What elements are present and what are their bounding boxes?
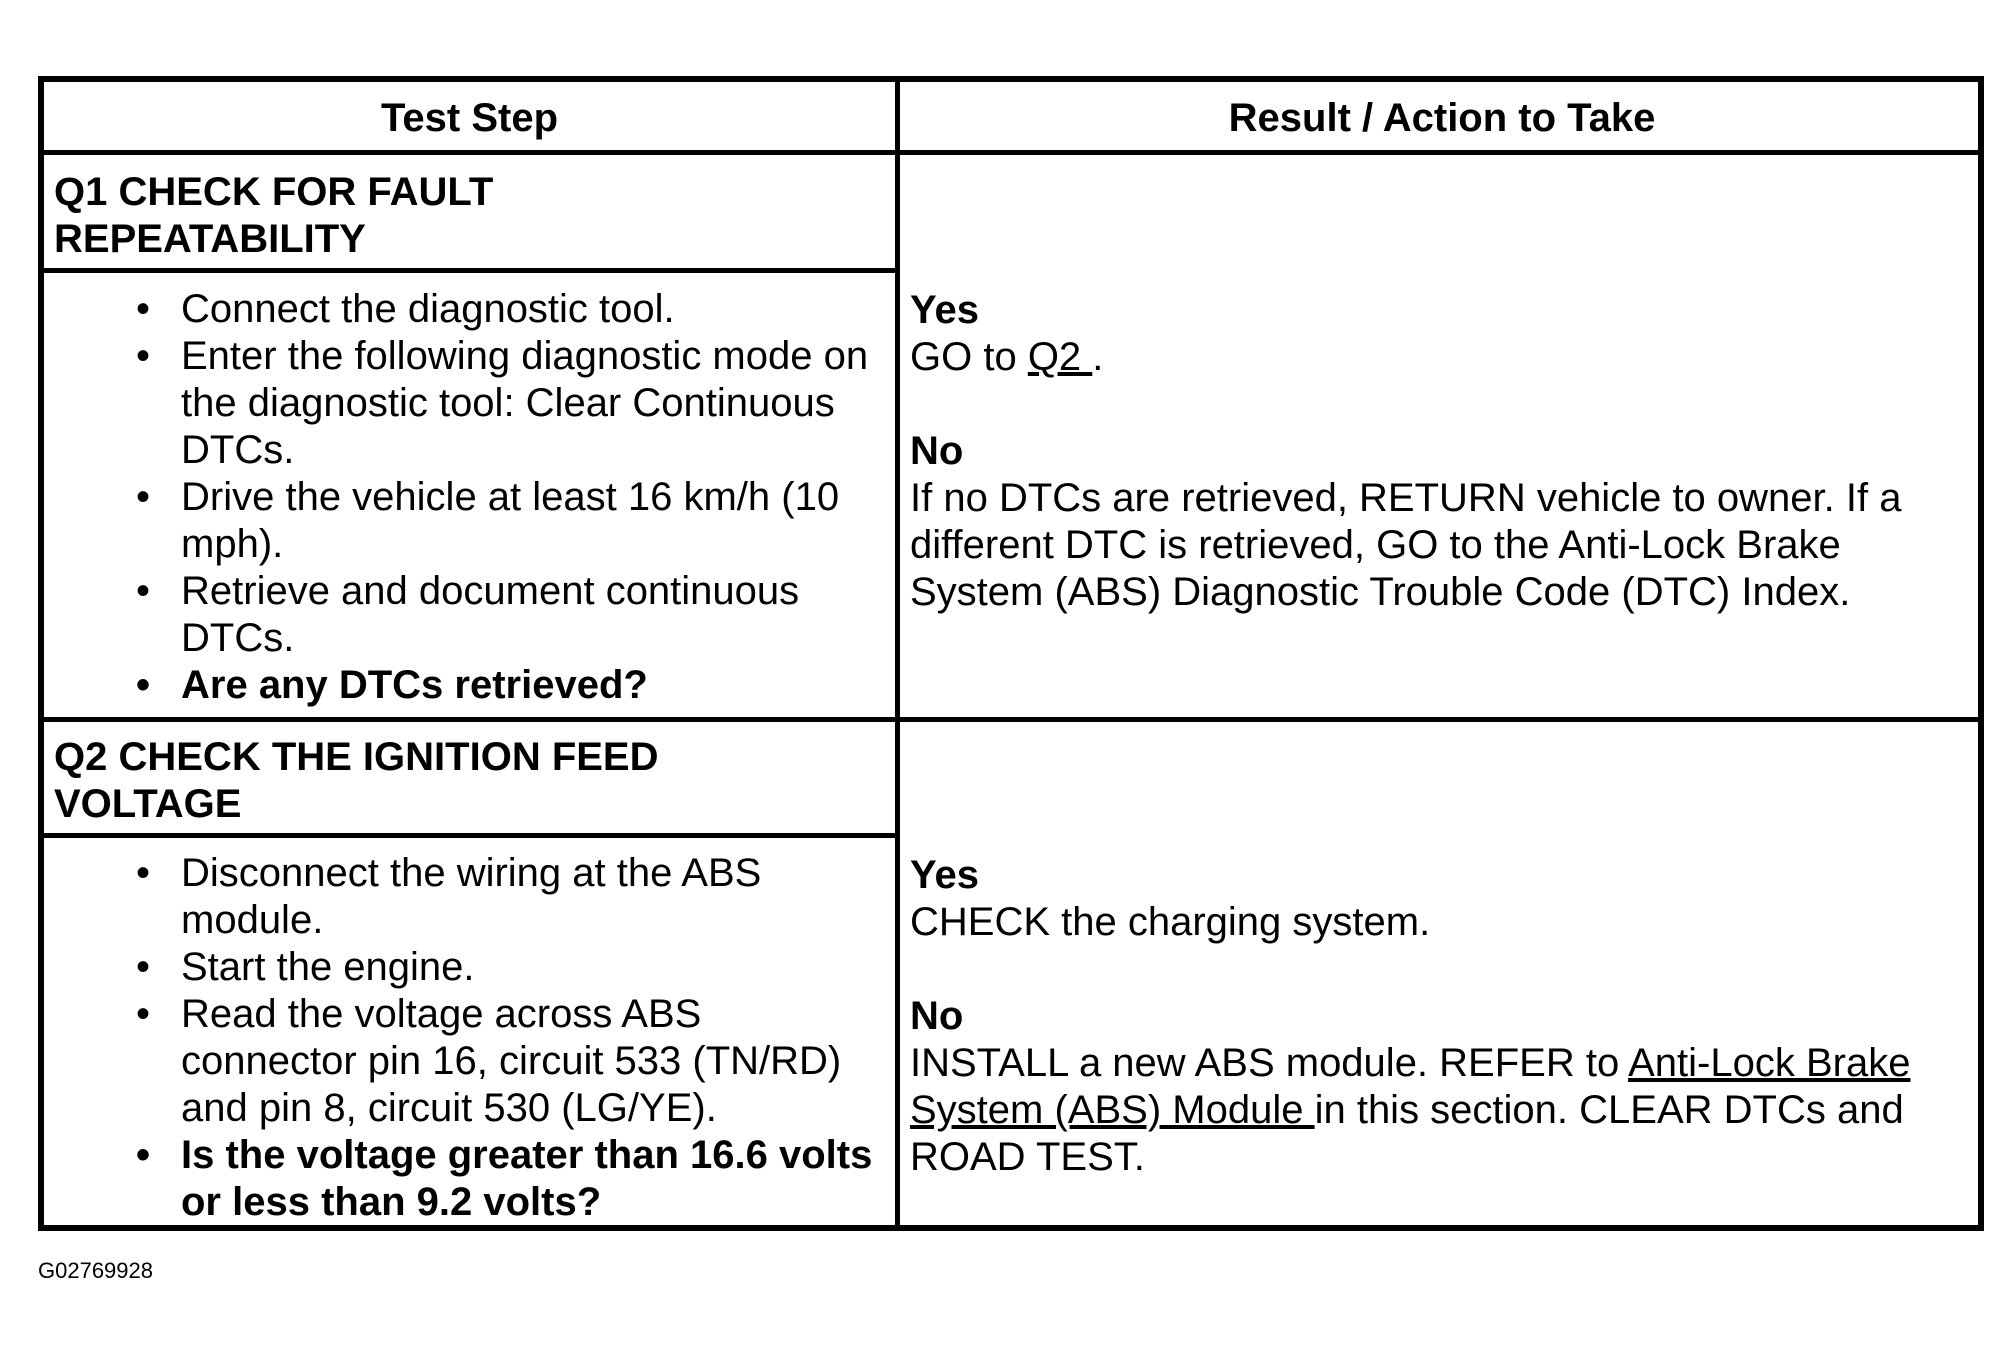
spacer xyxy=(910,946,1970,993)
q1-yes-prefix: GO to xyxy=(910,335,1028,379)
q1-yes-label: Yes xyxy=(910,288,979,332)
list-item xyxy=(44,991,894,1132)
q2-bullet-list xyxy=(44,850,894,1226)
q1-yes-suffix: . xyxy=(1092,335,1104,379)
column-divider xyxy=(895,82,900,1225)
q2-result xyxy=(910,852,1970,1181)
bullet-text: Start the engine. xyxy=(181,945,475,989)
q1-divider xyxy=(44,717,1978,722)
bullet-dot: • xyxy=(136,569,151,613)
q2-no-label: No xyxy=(910,994,964,1038)
step-title-q2: Q2 CHECK THE IGNITION FEED VOLTAGE xyxy=(54,735,659,826)
bullet-dot: • xyxy=(136,992,151,1036)
q1-no-label: No xyxy=(910,429,964,473)
header-divider xyxy=(44,150,1978,155)
diagnostic-table xyxy=(38,76,1984,1231)
bullet-dot: • xyxy=(136,1133,151,1177)
q2-no-text xyxy=(910,1040,1970,1181)
header-test-step: Test Step xyxy=(380,96,559,140)
header-result-action: Result / Action to Take xyxy=(1228,96,1656,140)
list-item xyxy=(44,568,894,662)
q1-bullet-list xyxy=(44,286,894,709)
q2-yes-label: Yes xyxy=(910,853,979,897)
q2-no-suffix: in this section. CLEAR DTCs and ROAD TEST. xyxy=(910,1088,1904,1179)
bullet-text: Retrieve and document continuous DTCs. xyxy=(181,569,800,660)
q2-link[interactable]: Q2 xyxy=(1027,335,1093,379)
bullet-text: Drive the vehicle at least 16 km/h (10 mph). xyxy=(181,475,840,566)
list-item xyxy=(44,474,894,568)
list-item xyxy=(44,286,894,333)
bullet-dot: • xyxy=(136,475,151,519)
q2-no-prefix: INSTALL a new ABS module. REFER to xyxy=(910,1041,1629,1085)
list-item xyxy=(44,662,894,709)
bullet-text: Read the voltage across ABS connector pin 16, circuit 533 (TN/RD) and pin 8, circuit 530 (LG/YE). xyxy=(181,992,842,1130)
bullet-dot: • xyxy=(136,663,151,707)
step-title-q1: Q1 CHECK FOR FAULT REPEATABILITY xyxy=(54,170,494,261)
spacer xyxy=(910,381,1970,428)
bullet-dot: • xyxy=(136,287,151,331)
bullet-question: Are any DTCs retrieved? xyxy=(181,663,648,707)
bullet-text: Connect the diagnostic tool. xyxy=(181,287,675,331)
bullet-dot: • xyxy=(136,851,151,895)
abs-module-link[interactable]: Anti-Lock Brake System (ABS) Module xyxy=(910,1041,1911,1132)
list-item xyxy=(44,944,894,991)
q1-title-divider xyxy=(44,268,895,273)
bullet-text: Disconnect the wiring at the ABS module. xyxy=(181,851,762,942)
bullet-question: Is the voltage greater than 16.6 volts or less than 9.2 volts? xyxy=(181,1133,873,1224)
bullet-dot: • xyxy=(136,945,151,989)
figure-id: G02769928 xyxy=(38,1258,153,1283)
bullet-dot: • xyxy=(136,334,151,378)
q2-title-divider xyxy=(44,833,895,838)
list-item xyxy=(44,850,894,944)
q1-no-text: If no DTCs are retrieved, RETURN vehicle to owner. If a different DTC is retrieved, GO to the Anti-Lock Brake System (ABS) Diagnostic Trouble Code (DTC) Index. xyxy=(910,476,1902,614)
q2-yes-text: CHECK the charging system. xyxy=(910,900,1431,944)
bullet-text: Enter the following diagnostic mode on the diagnostic tool: Clear Continuous DTCs. xyxy=(181,334,869,472)
q1-yes-text xyxy=(910,334,1970,381)
list-item xyxy=(44,1132,894,1226)
q1-result xyxy=(910,287,1970,616)
list-item xyxy=(44,333,894,474)
